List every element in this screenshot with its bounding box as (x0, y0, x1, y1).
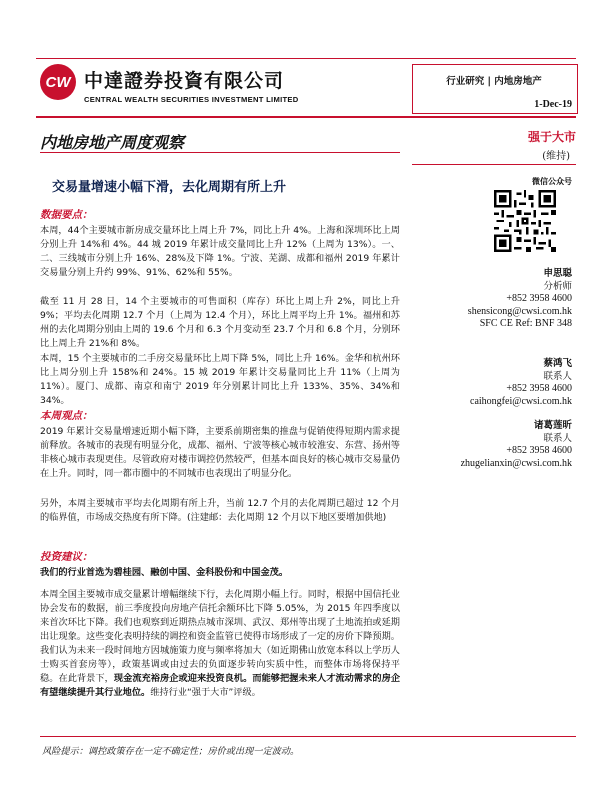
analyst-contact-3 (412, 420, 572, 470)
contact-name: 申思聪 (543, 268, 572, 279)
investment-rating-note: 维持行业“强于大市”评级。 (150, 687, 261, 698)
wechat-qr-code (494, 190, 556, 252)
risk-warning: 风险提示：调控政策存在一定不确定性；房价或出现一定波动。 (42, 746, 300, 757)
paragraph-weekly-view-2: 另外，本周主要城市平均去化周期有所上升，当前 12.7 个月的去化周期已超过 12 个月的临界值，市场成交热度有所下降。(注建邮：去化周期 12 个月以下地区要增加供地) (40, 498, 400, 523)
report-title: 内地房地产周度观察 (40, 133, 185, 152)
section-heading-investment: 投资建议： (40, 551, 93, 563)
contact-phone: +852 3958 4600 (506, 293, 572, 305)
contact-role: 联系人 (543, 370, 572, 382)
report-date: 1-Dec-19 (534, 99, 572, 110)
contact-sfc-ref: SFC CE Ref: BNF 348 (479, 318, 572, 330)
rating-divider (412, 164, 576, 165)
analyst-contact-1 (412, 268, 572, 331)
investment-body: 本周全国主要城市成交量累计增幅继续下行，去化周期小幅上行。同时，根据中国信托业协会发布的数据，前三季度投向房地产信托余额环比下降 5.05%，为 2015 年四季度以来首次环比下降。我们也观察到近期热点城市深圳、武汉、郑州等出现了土地流拍或延期出让现象。这些变化表明持续的调控和资金监管已使得市场形成了一定的房价下降预期。我们认为未来一段时间地方因城施策力度与频率将加大（如近期佛山放宽本科以上学历人士购买首套房等），政策基调或由过去的负面逐步转向实质中性，而整体市场将保持平稳。在此背景下， (40, 589, 400, 684)
contact-email[interactable]: caihongfei@cwsi.com.hk (470, 395, 572, 407)
investment-highlight: 现金流充裕房企或迎来投资良机。而能够把握未来人才流动需求的房企有望继续提升其行业地位。 (40, 673, 401, 698)
top-rule (36, 58, 576, 59)
contact-name: 诸葛莲昕 (533, 420, 572, 431)
paragraph-secondary-market: 本周，15 个主要城市的二手房交易量环比上周下降 5%，同比上升 16%。金华和杭州环比上周分别上升 158%和 24%。15 城 2019 年累计交易量同比上升 11%（上周为 11%）。厦门、成都、南京和南宁 2019 年分别累计同比上升 133%、35%、34%和 34%。 (40, 353, 400, 406)
section-heading-weekly-view: 本周观点： (40, 410, 93, 422)
contact-email[interactable]: shensicong@cwsi.com.hk (467, 305, 572, 317)
report-type: 行业研究 | 内地房地产 (446, 76, 542, 87)
contact-phone: +852 3958 4600 (506, 445, 572, 457)
paragraph-investment-view (40, 588, 400, 700)
footer-divider (40, 736, 576, 737)
section-heading-data-points: 数据要点： (40, 209, 93, 221)
paragraph-inventory: 截至 11 月 28 日，14 个主要城市的可售面积（库存）环比上周上升 2%，同比上升 9%；平均去化周期 12.7 个月（上周为 12.4 个月），环比上周平均上升 1%。福州和苏州的去化周期分别由上周的 19.6 个月和 6.3 个月变动至 23.7 个月和 6.8 个月，分别环比上周上升 21%和 8%。 (40, 296, 400, 349)
company-logo: CW (40, 64, 76, 100)
paragraph-top-picks (40, 566, 400, 580)
wechat-label: 微信公众号 (532, 177, 572, 186)
paragraph-weekly-view-1: 2019 年累计交易量增速近期小幅下降，主要系前期密集的推盘与促销使得短期内需求提前释放。各城市的表现有明显分化，成都、福州、宁波等核心城市较淮安、东营、扬州等非核心城市表现更佳。尽管政府对楼市调控仍然较严，但基本面良好的核心城市交易量仍在上升。同时，同一都市圈中的不同城市也表现出了明显分化。 (40, 426, 400, 479)
contact-email[interactable]: zhugelianxin@cwsi.com.hk (460, 457, 572, 469)
title-underline (40, 152, 400, 153)
header-divider (36, 116, 576, 118)
analyst-contact-2 (412, 358, 572, 408)
contact-role: 分析师 (543, 280, 572, 292)
rating-note: (维持) (542, 151, 570, 162)
contact-phone: +852 3958 4600 (506, 383, 572, 395)
industry-rating: 强于大市 (527, 130, 576, 144)
top-picks-text: 我们的行业首选为碧桂园、融创中国、金科股份和中国金茂。 (40, 567, 289, 578)
company-name-en: CENTRAL WEALTH SECURITIES INVESTMENT LIMITED (84, 95, 299, 104)
company-name-cn: 中達證券投資有限公司 (84, 70, 285, 92)
report-subtitle: 交易量增速小幅下滑，去化周期有所上升 (52, 180, 287, 195)
contact-name: 蔡鸿飞 (543, 358, 572, 369)
paragraph-new-home-sales: 本周，44个主要城市新房成交量环比上周上升 7%，同比上升 4%。上海和深圳环比上周分别上升 14%和 4%。44 城 2019 年累计成交量同比上升 12%（上周为 13%）。一、二、三线城市分别上升 16%、28%及下降 1%。宁波、芜湖、成都和福州 2019 年累计交易量分别上升约 99%、91%、62%和 55%。 (40, 225, 400, 278)
contact-role: 联系人 (543, 432, 572, 444)
